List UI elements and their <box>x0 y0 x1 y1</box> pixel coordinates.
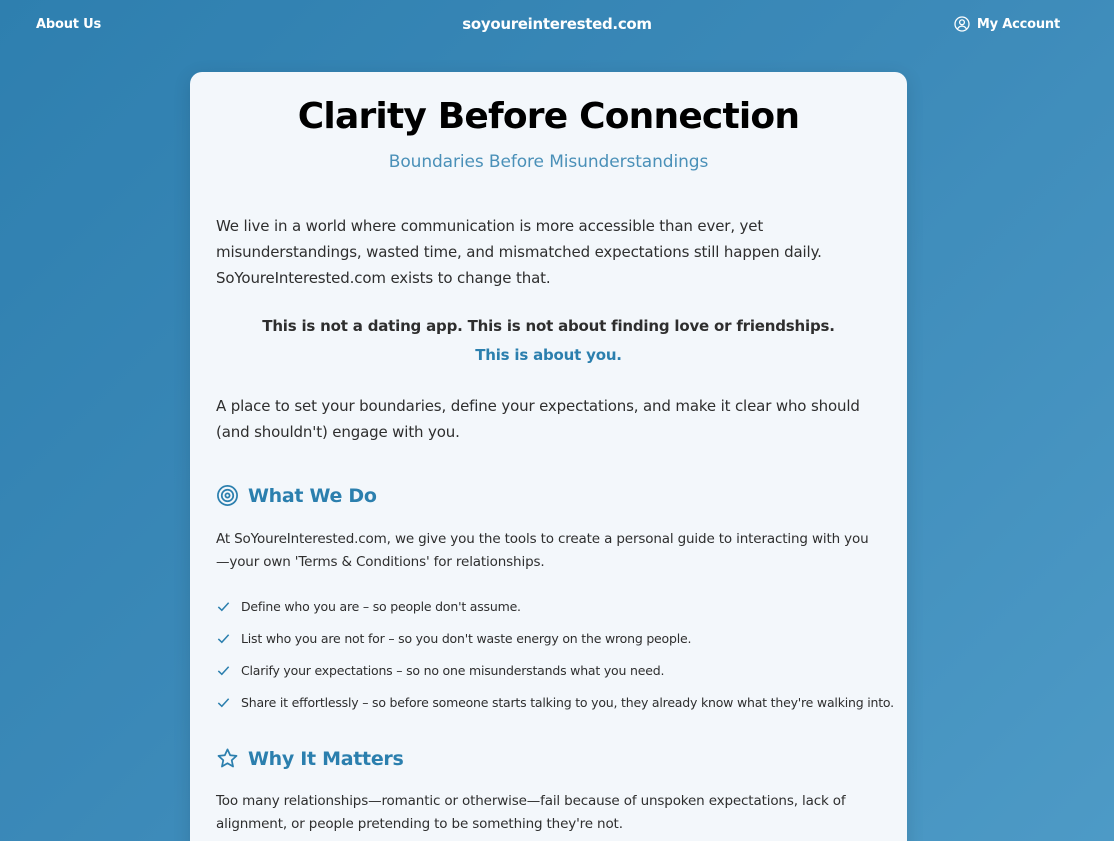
about-us-link[interactable]: About Us <box>36 17 101 32</box>
why-it-matters-title: Why It Matters <box>248 747 404 770</box>
why-it-matters-heading <box>216 747 404 770</box>
feature-checklist <box>216 590 894 718</box>
check-icon <box>216 599 231 614</box>
target-icon <box>216 484 239 507</box>
page-title: Clarity Before Connection <box>297 96 800 137</box>
list-item-text: Share it effortlessly – so before someone starts talking to you, they already know what they're walking into. <box>241 694 894 710</box>
my-account-label: My Account <box>976 16 1060 32</box>
list-item <box>216 590 894 622</box>
top-navigation <box>0 0 1114 52</box>
user-circle-icon <box>954 16 970 32</box>
intro-paragraph: We live in a world where communication is more accessible than ever, yet misunderstandings, wasted time, and mismatched expectations still happen daily. SoYoureInterested.com exists to change that. <box>216 217 822 287</box>
why-it-matters-description: Too many relationships—romantic or otherwise—fail because of unspoken expectations, lack of alignment, or people pretending to be something they're not. <box>216 793 846 832</box>
star-icon <box>216 747 239 770</box>
list-item-text: Define who you are – so people don't assume. <box>241 598 521 614</box>
what-we-do-heading <box>216 484 377 507</box>
list-item-text: List who you are not for – so you don't waste energy on the wrong people. <box>241 630 692 646</box>
content-card <box>190 72 907 841</box>
list-item <box>216 654 894 686</box>
check-icon <box>216 695 231 710</box>
callout-accent: This is about you. <box>475 346 622 364</box>
check-icon <box>216 663 231 678</box>
callout-statement: This is not a dating app. This is not about finding love or friendships. <box>262 317 835 335</box>
what-we-do-title: What We Do <box>248 484 377 507</box>
boundaries-paragraph: A place to set your boundaries, define your expectations, and make it clear who should (and shouldn't) engage with you. <box>216 397 860 441</box>
page-subtitle: Boundaries Before Misunderstandings <box>388 152 709 172</box>
list-item <box>216 622 894 654</box>
list-item <box>216 686 894 718</box>
my-account-button[interactable] <box>954 16 1060 32</box>
site-brand[interactable]: soyoureinterested.com <box>462 15 652 33</box>
list-item-text: Clarify your expectations – so no one misunderstands what you need. <box>241 662 665 678</box>
check-icon <box>216 631 231 646</box>
what-we-do-description: At SoYoureInterested.com, we give you the tools to create a personal guide to interacting with you—your own 'Terms & Conditions' for relationships. <box>216 531 869 570</box>
